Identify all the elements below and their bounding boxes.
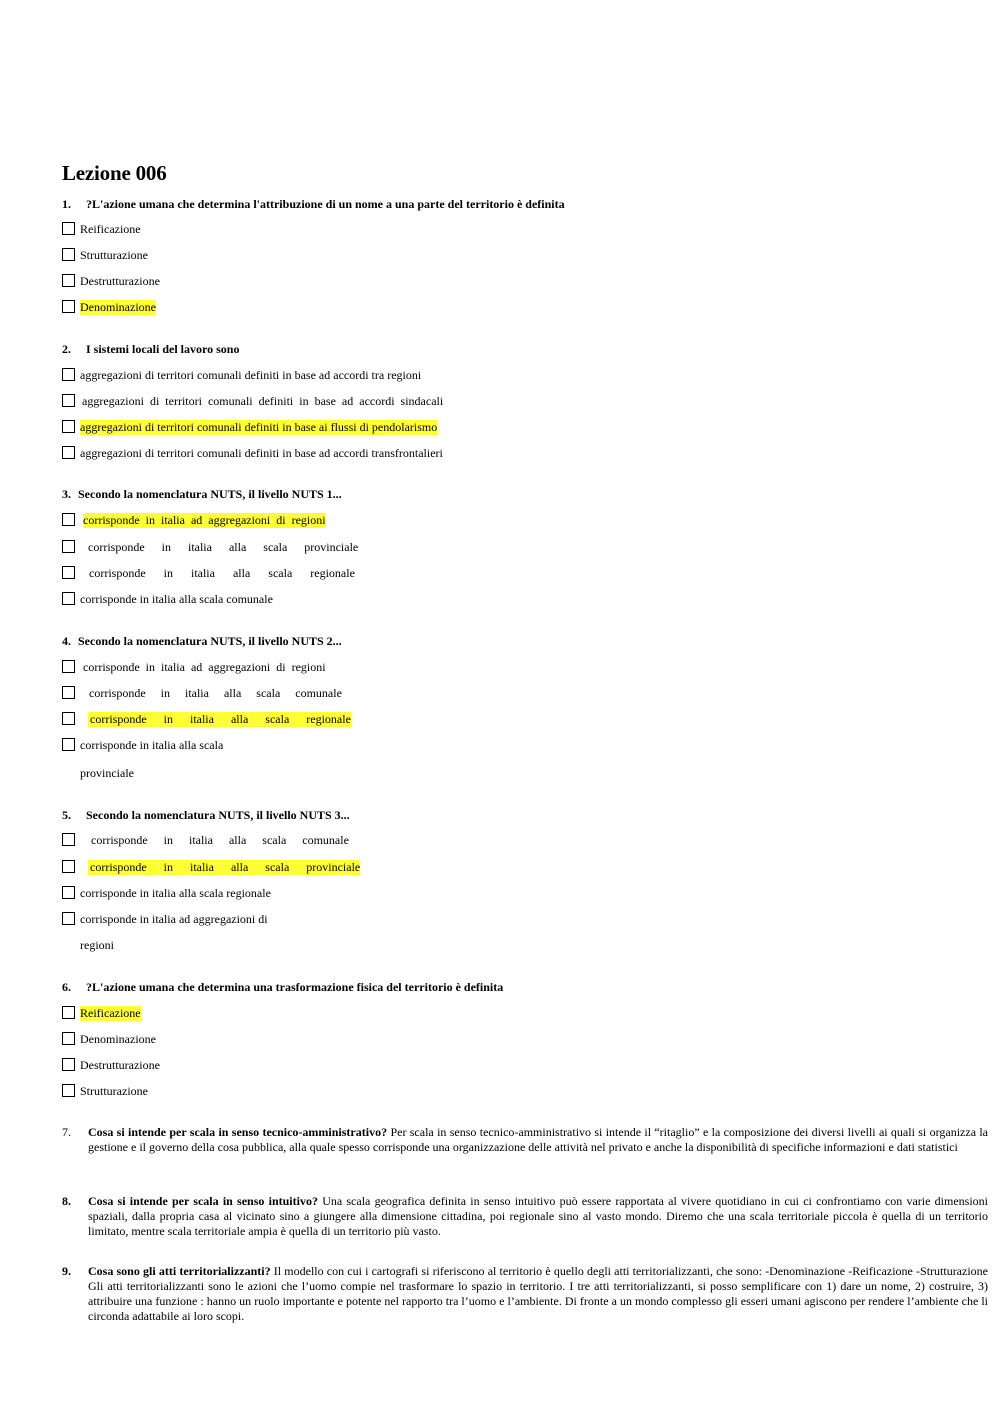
- option-text-highlighted: aggregazioni di territori comunali definiti in base ai flussi di pendolarismo: [80, 420, 438, 434]
- option-text-continuation: regioni: [80, 938, 114, 952]
- question-number: 8.: [62, 1194, 71, 1208]
- option-text: corrisponde in italia alla scala: [80, 738, 224, 752]
- option-text-highlighted: corrisponde in italia ad aggregazioni di regioni: [83, 513, 326, 527]
- answer-text: Una scala geografica definita in senso intuitivo può essere rapportata al vivere quotidiano in cui ci confrontiamo con varie dimensioni spaziali, dalla propria casa al vicinato sino a giungere alla dimensione cittadina, poi regionale sino al vasto mondo. Diremo che una scala territoriale piccola è quella di un territorio limitato, mentre scala territoriale ampia è quella di un territorio più vasto.: [88, 1194, 989, 1238]
- option-text-highlighted: corrisponde in italia alla scala provinciale: [90, 860, 361, 874]
- checkbox[interactable]: [62, 274, 75, 287]
- question-3: [62, 487, 342, 502]
- checkbox[interactable]: [62, 912, 75, 925]
- question-1: [62, 197, 565, 212]
- option-text: Strutturazione: [80, 248, 148, 262]
- checkbox[interactable]: [62, 540, 75, 553]
- option-text: corrisponde in italia alla scala regionale: [89, 566, 355, 580]
- question-text: Cosa sono gli atti territorializzanti?: [88, 1264, 271, 1278]
- option-text: corrisponde in italia ad aggregazioni di regioni: [83, 660, 326, 674]
- checkbox[interactable]: [62, 513, 75, 526]
- option-text: aggregazioni di territori comunali definiti in base ad accordi transfrontalieri: [80, 446, 443, 460]
- checkbox[interactable]: [62, 860, 75, 873]
- question-text: Secondo la nomenclatura NUTS, il livello NUTS 2...: [78, 634, 342, 648]
- option-text: corrisponde in italia ad aggregazioni di: [80, 912, 268, 926]
- question-number: 4.: [62, 634, 71, 648]
- question-4: [62, 634, 342, 649]
- question-number: 3.: [62, 487, 71, 501]
- option-text: aggregazioni di territori comunali definiti in base ad accordi sindacali: [82, 394, 444, 408]
- question-5: [62, 808, 350, 823]
- checkbox[interactable]: [62, 1032, 75, 1045]
- question-text: Cosa si intende per scala in senso intuitivo?: [88, 1194, 318, 1208]
- checkbox[interactable]: [62, 1084, 75, 1097]
- option-text: corrisponde in italia alla scala provinciale: [88, 540, 359, 554]
- question-text: ?L'azione umana che determina una trasformazione fisica del territorio è definita: [86, 980, 504, 994]
- open-question-9: [62, 1264, 988, 1324]
- page-title: Lezione 006: [62, 161, 167, 185]
- question-2: [62, 342, 239, 357]
- checkbox[interactable]: [62, 394, 75, 407]
- option-text-continuation: provinciale: [80, 766, 134, 780]
- checkbox[interactable]: [62, 686, 75, 699]
- checkbox[interactable]: [62, 1006, 75, 1019]
- checkbox[interactable]: [62, 1058, 75, 1071]
- option-text: Reificazione: [80, 222, 141, 236]
- open-question-8: [62, 1194, 988, 1239]
- checkbox[interactable]: [62, 222, 75, 235]
- checkbox[interactable]: [62, 368, 75, 381]
- option-text-highlighted: Denominazione: [80, 300, 156, 314]
- checkbox[interactable]: [62, 738, 75, 751]
- checkbox[interactable]: [62, 833, 75, 846]
- option-text: corrisponde in italia alla scala comunale: [89, 686, 342, 700]
- question-number: 7.: [62, 1125, 71, 1139]
- checkbox[interactable]: [62, 420, 75, 433]
- question-6: [62, 980, 503, 995]
- option-text: corrisponde in italia alla scala comunale: [91, 833, 349, 847]
- question-text: ?L'azione umana che determina l'attribuzione di un nome a una parte del territorio è definita: [86, 197, 565, 211]
- checkbox[interactable]: [62, 886, 75, 899]
- option-text: Destrutturazione: [80, 1058, 160, 1072]
- question-number: 2.: [62, 342, 71, 356]
- question-text: Secondo la nomenclatura NUTS, il livello NUTS 1...: [78, 487, 342, 501]
- option-text: Denominazione: [80, 1032, 156, 1046]
- question-text: Cosa si intende per scala in senso tecnico-amministrativo?: [88, 1125, 388, 1139]
- checkbox[interactable]: [62, 712, 75, 725]
- question-number: 1.: [62, 197, 71, 211]
- checkbox[interactable]: [62, 446, 75, 459]
- checkbox[interactable]: [62, 592, 75, 605]
- answer-text: Per scala in senso tecnico-amministrativo si intende il “ritaglio” e la composizione dei diversi livelli ai quali si organizza la gestione e il governo della cosa pubblica, alla quale spesso corrisponde una organizzazione delle attività nel privato e anche la disponibilità di specifiche informazioni e dati statistici: [88, 1125, 989, 1154]
- option-text: aggregazioni di territori comunali definiti in base ad accordi tra regioni: [80, 368, 422, 382]
- checkbox[interactable]: [62, 300, 75, 313]
- option-text: Destrutturazione: [80, 274, 160, 288]
- question-number: 6.: [62, 980, 71, 994]
- checkbox[interactable]: [62, 566, 75, 579]
- checkbox[interactable]: [62, 660, 75, 673]
- question-text: I sistemi locali del lavoro sono: [86, 342, 240, 356]
- checkbox[interactable]: [62, 248, 75, 261]
- option-text: corrisponde in italia alla scala comunale: [80, 592, 273, 606]
- open-question-7: [62, 1125, 988, 1155]
- option-text: corrisponde in italia alla scala regionale: [80, 886, 271, 900]
- option-text-highlighted: corrisponde in italia alla scala regionale: [90, 712, 351, 726]
- question-number: 5.: [62, 808, 71, 822]
- question-text: Secondo la nomenclatura NUTS, il livello NUTS 3...: [86, 808, 350, 822]
- question-number: 9.: [62, 1264, 71, 1278]
- option-text-highlighted: Reificazione: [80, 1006, 141, 1020]
- answer-text: Il modello con cui i cartografi si riferiscono al territorio è quello degli atti territorializzanti, che sono: -Denominazione -Reificazione -Strutturazione Gli atti territorializzanti sono le azioni che l’uomo compie nel trasformare lo spazio in territorio. I tre atti territorializzanti, si posso semplificare con 1) dare un nome, 2) costruire, 3) attribuire una funzione : hanno un ruolo importante e potente nel rapporto tra l’uomo e l’ambiente. Di fronte a un mondo complesso gli esseri umani agiscono per rendere l’ambiente che li circonda adattabile ai loro scopi.: [88, 1264, 988, 1323]
- option-text: Strutturazione: [80, 1084, 148, 1098]
